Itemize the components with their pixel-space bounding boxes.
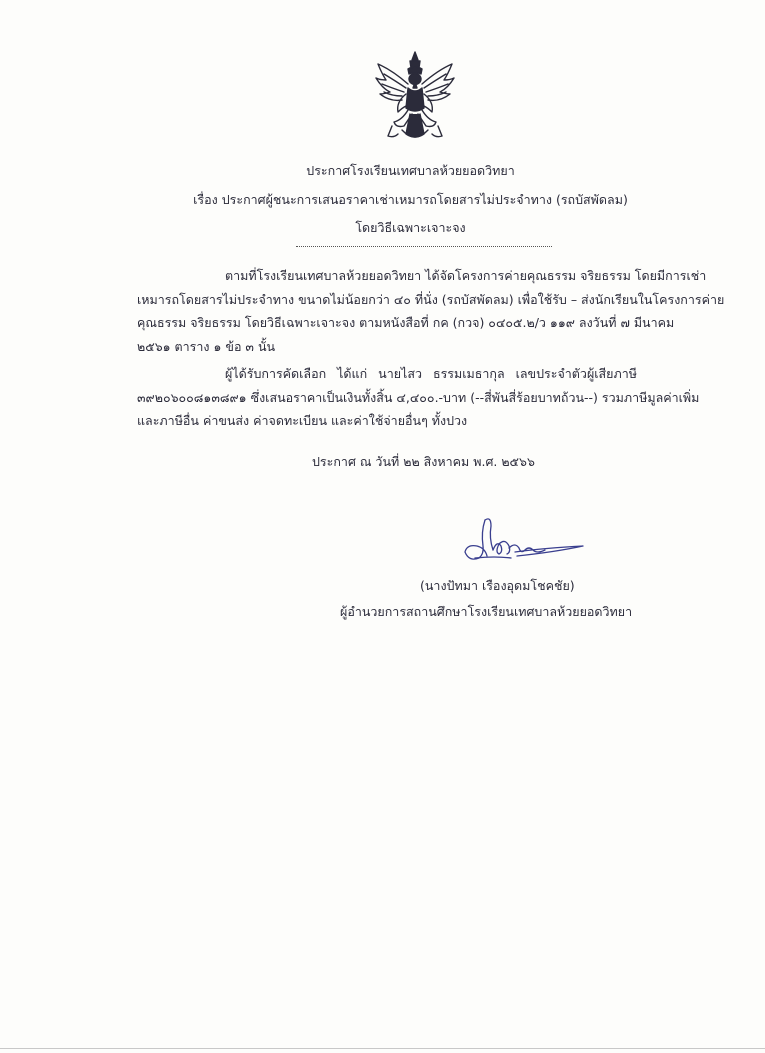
paragraph-line: และภาษีอื่น ค่าขนส่ง ค่าจดทะเบียน และค่าใช้จ่ายอื่นๆ ทั้งปวง (137, 413, 468, 428)
signer-name: (นางปัทมา เรืองอุดมโชคชัย) (420, 578, 575, 593)
announcement-date: ประกาศ ณ วันที่ ๒๒ สิงหาคม พ.ศ. ๒๕๖๖ (312, 454, 535, 469)
paragraph-line: ตามที่โรงเรียนเทศบาลห้วยยอดวิทยา ได้จัดโครงการค่ายคุณธรรม จริยธรรม โดยมีการเช่า (225, 268, 707, 283)
handwritten-signature-icon (455, 512, 585, 582)
paragraph-line: คุณธรรม จริยธรรม โดยวิธีเฉพาะเจาะจง ตามหนังสือที่ กค (กวจ) ๐๔๐๕.๒/ว ๑๑๙ ลงวันที่ ๗ มีนาคม (137, 315, 675, 330)
signer-position: ผู้อำนวยการสถานศึกษาโรงเรียนเทศบาลห้วยยอดวิทยา (340, 604, 633, 619)
paragraph-line: ๒๕๖๑ ตาราง ๑ ข้อ ๓ นั้น (137, 338, 276, 354)
paragraph-selection (137, 362, 700, 433)
paragraph-line: ผู้ได้รับการคัดเลือก ได้แก่ นายไสว ธรรมเมธากุล เลขประจำตัวผู้เสียภาษี (225, 366, 637, 381)
announcement-subject: เรื่อง ประกาศผู้ชนะการเสนอราคาเช่าเหมารถโดยสารไม่ประจำทาง (รถบัสพัดลม) (193, 192, 628, 207)
paragraph-line: ๓๙๒๐๖๐๐๘๑๓๘๙๑ ซึ่งเสนอราคาเป็นเงินทั้งสิ้น ๔,๔๐๐.-บาท (--สี่พันสี่ร้อยบาทถ้วน--) รวมภาษีมูลค่าเพิ่ม (137, 389, 700, 405)
paragraph-background (137, 264, 725, 358)
page-bottom-edge (0, 1048, 765, 1049)
procurement-method: โดยวิธีเฉพาะเจาะจง (355, 220, 466, 235)
dotted-separator (296, 246, 552, 247)
announcement-title: ประกาศโรงเรียนเทศบาลห้วยยอดวิทยา (306, 163, 515, 178)
garuda-emblem-icon (372, 50, 458, 146)
paragraph-line: เหมารถโดยสารไม่ประจำทาง ขนาดไม่น้อยกว่า ๔๐ ที่นั่ง (รถบัสพัดลม) เพื่อใช้รับ – ส่งนักเรียนในโครงการค่าย (137, 291, 725, 307)
